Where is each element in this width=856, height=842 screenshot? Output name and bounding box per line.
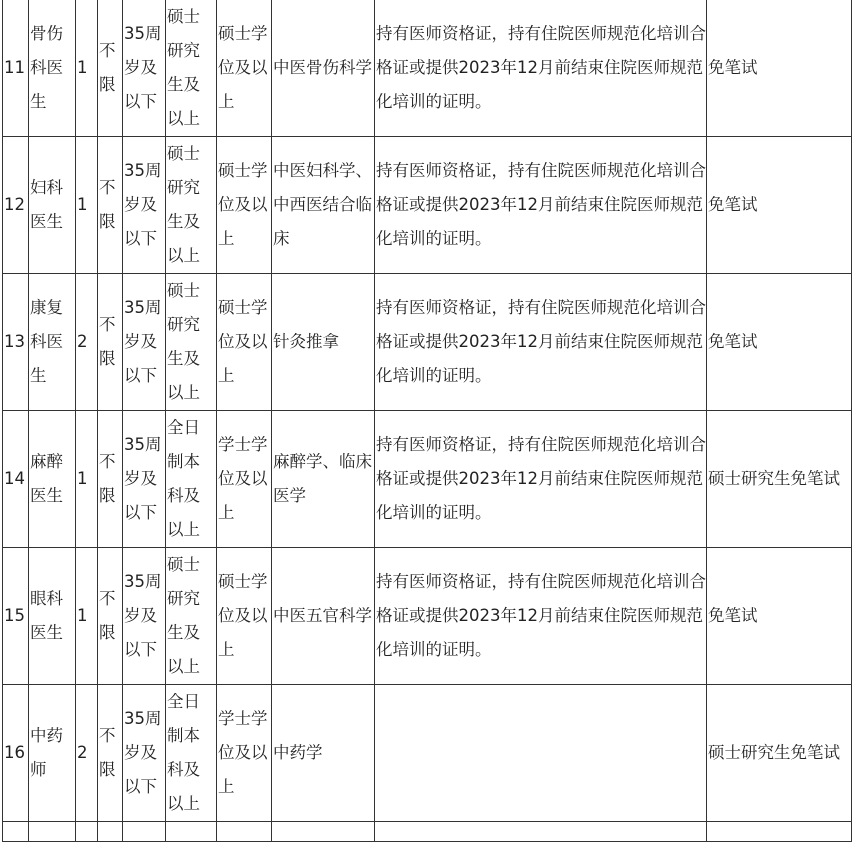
cell-education: 全日制本科及以上 — [166, 685, 217, 822]
cell-age: 35周岁及以下 — [123, 274, 166, 411]
cell-requirements: 持有医师资格证，持有住院医师规范化培训合格证或提供2023年12月前结束住院医师规范化培训的证明。 — [375, 411, 707, 548]
cell-age: 35周岁及以下 — [123, 0, 166, 137]
cell-note: 硕士研究生免笔试 — [707, 411, 852, 548]
cell-count: 1 — [76, 411, 98, 548]
table-row — [3, 274, 852, 411]
cell-count: 1 — [76, 137, 98, 274]
cell-degree: 硕士学位及以上 — [217, 274, 272, 411]
cell-major: 中医五官科学 — [272, 548, 375, 685]
cell-gender: 不限 — [98, 0, 123, 137]
cell-gender: 不限 — [98, 685, 123, 822]
cell-major: 中医妇科学、中西医结合临床 — [272, 137, 375, 274]
cell-major: 麻醉学、临床医学 — [272, 411, 375, 548]
cell-no: 16 — [3, 685, 29, 822]
cell-count: 1 — [76, 0, 98, 137]
cell-degree: 硕士学位及以上 — [217, 137, 272, 274]
cell-major: 中药学 — [272, 685, 375, 822]
cell-no: 13 — [3, 274, 29, 411]
empty-cell — [76, 822, 98, 842]
empty-cell — [707, 822, 852, 842]
cell-degree: 硕士学位及以上 — [217, 548, 272, 685]
cell-education: 硕士研究生及以上 — [166, 137, 217, 274]
cell-note: 免笔试 — [707, 274, 852, 411]
empty-cell — [29, 822, 76, 842]
empty-cell — [217, 822, 272, 842]
cell-requirements: 持有医师资格证，持有住院医师规范化培训合格证或提供2023年12月前结束住院医师规范化培训的证明。 — [375, 137, 707, 274]
cell-major: 针灸推拿 — [272, 274, 375, 411]
cell-education: 全日制本科及以上 — [166, 411, 217, 548]
empty-cell — [98, 822, 123, 842]
cell-requirements: 持有医师资格证，持有住院医师规范化培训合格证或提供2023年12月前结束住院医师规范化培训的证明。 — [375, 548, 707, 685]
cell-count: 2 — [76, 685, 98, 822]
cell-position: 眼科医生 — [29, 548, 76, 685]
empty-cell — [375, 822, 707, 842]
table-row — [3, 411, 852, 548]
cell-requirements: 持有医师资格证，持有住院医师规范化培训合格证或提供2023年12月前结束住院医师规范化培训的证明。 — [375, 274, 707, 411]
cell-position: 康复科医生 — [29, 274, 76, 411]
cell-position: 麻醉医生 — [29, 411, 76, 548]
cell-note: 硕士研究生免笔试 — [707, 685, 852, 822]
cell-gender: 不限 — [98, 137, 123, 274]
cell-education: 硕士研究生及以上 — [166, 548, 217, 685]
cell-age: 35周岁及以下 — [123, 548, 166, 685]
empty-cell — [166, 822, 217, 842]
cell-note: 免笔试 — [707, 0, 852, 137]
cell-no: 11 — [3, 0, 29, 137]
empty-cell — [123, 822, 166, 842]
cell-gender: 不限 — [98, 274, 123, 411]
job-table-body — [3, 0, 852, 842]
cell-no: 15 — [3, 548, 29, 685]
cell-degree: 学士学位及以上 — [217, 411, 272, 548]
cell-position: 妇科医生 — [29, 137, 76, 274]
cell-position: 中药师 — [29, 685, 76, 822]
empty-cell — [3, 822, 29, 842]
table-row — [3, 0, 852, 137]
cell-no: 12 — [3, 137, 29, 274]
cell-requirements: 持有医师资格证，持有住院医师规范化培训合格证或提供2023年12月前结束住院医师规范化培训的证明。 — [375, 0, 707, 137]
table-row-partial — [3, 822, 852, 842]
job-table — [2, 0, 852, 842]
cell-degree: 学士学位及以上 — [217, 685, 272, 822]
cell-count: 2 — [76, 274, 98, 411]
cell-gender: 不限 — [98, 411, 123, 548]
cell-degree: 硕士学位及以上 — [217, 0, 272, 137]
cell-count: 1 — [76, 548, 98, 685]
cell-note: 免笔试 — [707, 137, 852, 274]
cell-education: 硕士研究生及以上 — [166, 274, 217, 411]
cell-note: 免笔试 — [707, 548, 852, 685]
cell-age: 35周岁及以下 — [123, 685, 166, 822]
cell-requirements — [375, 685, 707, 822]
cell-education: 硕士研究生及以上 — [166, 0, 217, 137]
table-row — [3, 685, 852, 822]
cell-major: 中医骨伤科学 — [272, 0, 375, 137]
cell-age: 35周岁及以下 — [123, 411, 166, 548]
cell-position: 骨伤科医生 — [29, 0, 76, 137]
table-row — [3, 548, 852, 685]
empty-cell — [272, 822, 375, 842]
cell-age: 35周岁及以下 — [123, 137, 166, 274]
cell-no: 14 — [3, 411, 29, 548]
table-row — [3, 137, 852, 274]
cell-gender: 不限 — [98, 548, 123, 685]
